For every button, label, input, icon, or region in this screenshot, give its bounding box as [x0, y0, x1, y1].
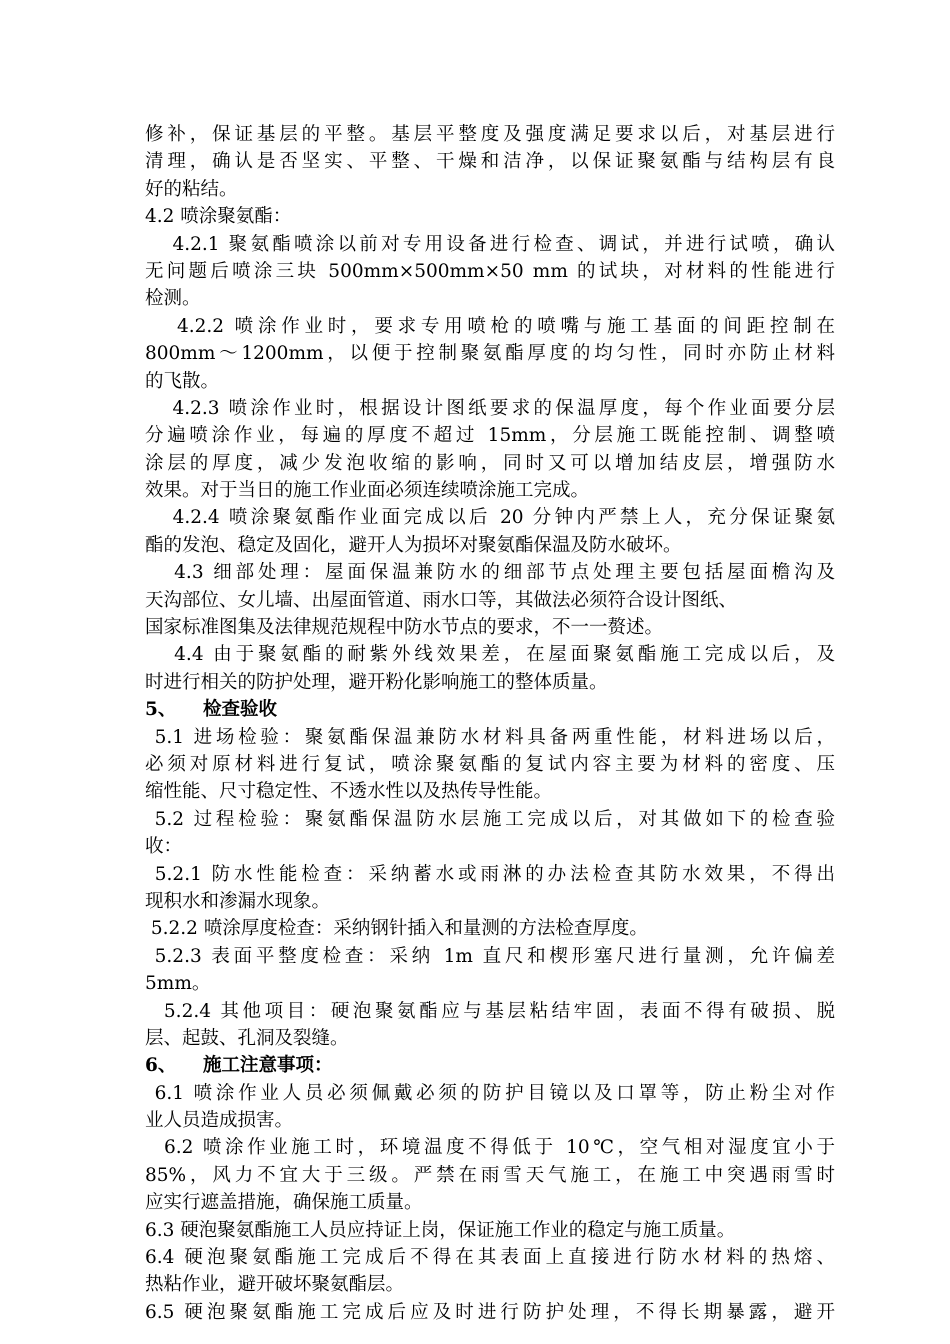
- text-line: 时进行相关的防护处理，避开粉化影响施工的整体质量。: [145, 671, 608, 693]
- text-line: 5.2.2 喷涂厚度检查：采纳钢针插入和量测的方法检查厚度。: [145, 918, 648, 940]
- text-line: 必须对原材料进行复试，喷涂聚氨酯的复试内容主要为材料的密度、压: [145, 753, 835, 775]
- text-line: 业人员造成损害。: [145, 1110, 294, 1132]
- text-line: 5mm。: [145, 973, 211, 995]
- text-line: 800mm～1200mm，以便于控制聚氨酯厚度的均匀性，同时亦防止材料: [145, 343, 835, 365]
- text-line: 现积水和渗漏水现象。: [145, 890, 331, 912]
- text-line: 分遍喷涂作业，每遍的厚度不超过 15mm，分层施工既能控制、调整喷: [145, 425, 835, 447]
- text-line: 修补，保证基层的平整。基层平整度及强度满足要求以后，对基层进行: [145, 124, 835, 145]
- text-line: 收：: [145, 836, 183, 858]
- text-line: 热粘作业，避开破坏聚氨酯层。: [145, 1274, 405, 1296]
- text-line: 4.2.1 聚氨酯喷涂以前对专用设备进行检查、调试，并进行试喷，确认: [145, 233, 835, 255]
- text-line: 的飞散。: [145, 370, 220, 392]
- text-line: 清理，确认是否坚实、平整、干燥和洁净，以保证聚氨酯与结构层有良: [145, 151, 835, 173]
- text-line: 检测。: [145, 288, 201, 310]
- text-line: 效果。对于当日的施工作业面必须连续喷涂施工完成。: [145, 480, 590, 502]
- text-line: 4.2.4 喷涂聚氨酯作业面完成以后 20 分钟内严禁上人，充分保证聚氨: [145, 507, 835, 529]
- text-line: 6.5 硬泡聚氨酯施工完成后应及时进行防护处理，不得长期暴露，避开: [145, 1301, 835, 1323]
- section-number: 5、: [145, 699, 177, 721]
- text-line: 4.2 喷涂聚氨酯：: [145, 206, 292, 228]
- text-line: 涂层的厚度，减少发泡收缩的影响，同时又可以增加结皮层，增强防水: [145, 452, 835, 474]
- text-line: 5.2 过程检验：聚氨酯保温防水层施工完成以后，对其做如下的检查验: [145, 808, 835, 830]
- text-line: 4.2.3 喷涂作业时，根据设计图纸要求的保温厚度，每个作业面要分层: [145, 397, 835, 419]
- text-line: 天沟部位、女儿墙、出屋面管道、雨水口等，其做法必须符合设计图纸、: [145, 589, 738, 611]
- text-line: 应实行遮盖措施，确保施工质量。: [145, 1192, 423, 1214]
- section-heading: [145, 1052, 835, 1079]
- document-page: [145, 121, 835, 1326]
- text-line: 5.2.3 表面平整度检查：采纳 1m 直尺和楔形塞尺进行量测，允许偏差: [145, 945, 835, 967]
- text-line: 层、起鼓、孔洞及裂缝。: [145, 1027, 349, 1049]
- text-line: 缩性能、尺寸稳定性、不透水性以及热传导性能。: [145, 781, 553, 803]
- text-line: 4.2.2 喷涂作业时，要求专用喷枪的喷嘴与施工基面的间距控制在: [145, 315, 835, 337]
- text-line: 6.1 喷涂作业人员必须佩戴必须的防护目镜以及口罩等，防止粉尘对作: [145, 1082, 835, 1104]
- text-line: 6.3 硬泡聚氨酯施工人员应持证上岗，保证施工作业的稳定与施工质量。: [145, 1219, 736, 1241]
- section-number: 6、: [145, 1055, 177, 1077]
- text-line: 5.2.1 防水性能检查：采纳蓄水或雨淋的办法检查其防水效果，不得出: [145, 863, 835, 885]
- text-line: 国家标准图集及法律规范规程中防水节点的要求，不一一赘述。: [145, 617, 664, 639]
- text-line: 6.4 硬泡聚氨酯施工完成后不得在其表面上直接进行防水材料的热熔、: [145, 1247, 835, 1269]
- text-line: 6.2 喷涂作业施工时，环境温度不得低于 10℃，空气相对湿度宜小于: [145, 1137, 835, 1159]
- text-line: 酯的发泡、稳定及固化，避开人为损坏对聚氨酯保温及防水破坏。: [145, 534, 682, 556]
- text-line: 5.2.4 其他项目：硬泡聚氨酯应与基层粘结牢固，表面不得有破损、脱: [145, 1000, 835, 1022]
- section-title: 施工注意事项：: [203, 1055, 333, 1077]
- text-line: 5.1 进场检验：聚氨酯保温兼防水材料具备两重性能，材料进场以后，: [145, 726, 835, 748]
- text-line: 85%，风力不宜大于三级。严禁在雨雪天气施工，在施工中突遇雨雪时: [145, 1164, 835, 1186]
- text-line: 无问题后喷涂三块 500mm×500mm×50 mm 的试块，对材料的性能进行: [145, 260, 835, 282]
- section-title: 检查验收: [203, 699, 278, 721]
- text-line: 好的粘结。: [145, 178, 238, 200]
- text-line: 4.4 由于聚氨酯的耐紫外线效果差，在屋面聚氨酯施工完成以后，及: [145, 644, 835, 666]
- section-heading: [145, 696, 835, 723]
- text-line: 4.3 细部处理：屋面保温兼防水的细部节点处理主要包括屋面檐沟及: [145, 562, 835, 584]
